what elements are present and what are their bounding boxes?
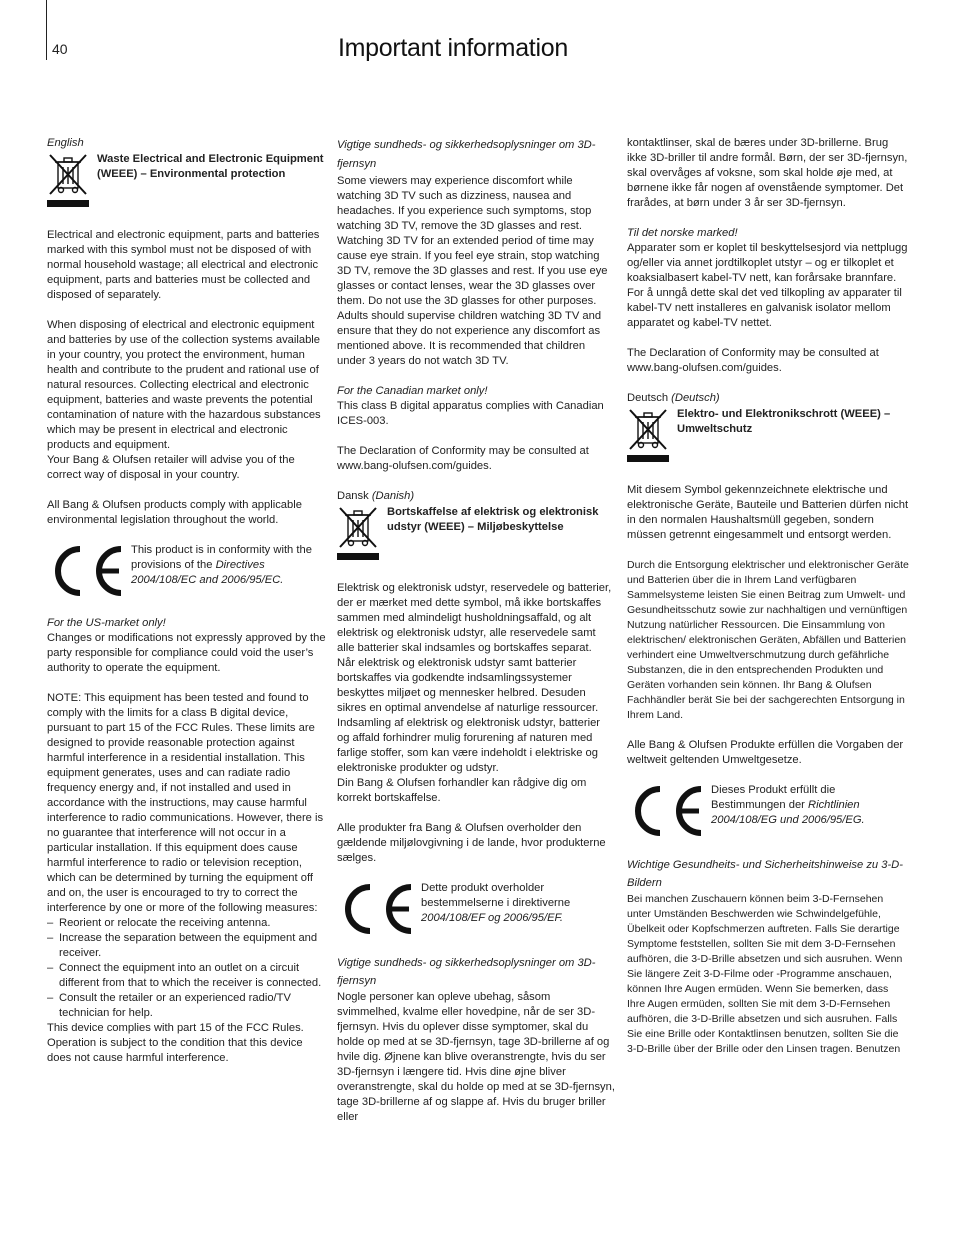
section-heading: Vigtige sundheds- og sikkerhedsoplysninger om 3D-fjernsyn [337,139,596,170]
lang-heading: Dansk (Danish) [337,490,415,502]
weee-bin-icon [627,407,677,462]
paragraph: This class B digital apparatus complies with Canadian ICES-003. [337,400,604,427]
paragraph: This device complies with part 15 of the FCC Rules. Operation is subject to the condition that this device does not cause harmful interference. [47,1022,304,1064]
ce-block [337,881,615,942]
paragraph: Nogle personer kan opleve ubehag, såsom svimmelhed, kvalme eller hovedpine, når de ser 3D-fjernsyn. Hvis du oplever disse symptomer, skal du holde op med at se 3D-fjernsyn, tage 3D-brillerne af og hvile dig. Øjnene kan blive overanstrengte, hvis du ser 3D-fjernsyn i længere tid. Hvis dine øjne bliver overanstrengte, skal du holde op med at se 3D-fjernsyn, tage 3D-brillerne af og slappe af. Hvis du bruger briller eller [337,991,615,1123]
paragraph: NOTE: This equipment has been tested and found to comply with the limits for a class B digital device, pursuant to part 15 of the FCC Rules. These limits are designed to provide reasonable protection against harmful interference in a residential installation. This equipment generates, uses and can radiate radio frequency energy and, if not installed and used in accordance with the instructions, may cause harmful interference to radio communications. However, there is no guarantee that interference will not occur in a particular installation. If this equipment does cause harmful interference to radio or television reception, which can be determined by turning the equipment off and on, the user is encouraged to try to correct the interference by one or more of the following measures: [47,692,324,914]
weee-bar [627,455,669,462]
list-item: – Connect the equipment into an outlet on a circuit different from that to which the receiver is connected. [47,961,327,991]
weee-block [337,505,615,560]
section-heading: Til det norske marked! [627,227,738,239]
paragraph: Apparater som er koplet til beskyttelsesjord via nettplugg og/eller via annet jordtilkoplet utstyr – og er tilkoplet et koaksialbasert kabel-TV nett, kan forårsake brannfare. For å unngå dette skal det ved tilkopling av apparater til kabel-TV nett installeres en galvanisk isolator mellom apparatet og kabel-TV nettet. [627,242,908,329]
paragraph: Durch die Entsorgung elektrischer und elektronischer Geräte und Batterien über die in Ihrem Land verfügbaren Sammelsysteme leisten Sie einen Beitrag zum Umwelt- und Gesundheitsschutz sowie zur nachhaltigen und vernünftigen Nutzung natürlicher Ressourcen. Die Einsammlung von elektrischen/ elektronischen Geräten, Abfällen und Batterien verhindert eine Umweltverschmutzung durch gefährliche Substanzen, die in den entsprechenden Produkten und Geräten vorhanden sein können. Ihr Bang & Olufsen Fachhändler berät Sie bei der sachgerechten Entsorgung in Ihrem Land. [627,559,909,721]
paragraph: kontaktlinser, skal de bæres under 3D-brillerne. Brug ikke 3D-briller til andre formål. Børn, der ser 3D-fjernsyn, skal overvåges af voksne, som skal holde øje med, at børnene ikke får nogen af ovenstående symptomer. Det frarådes, at børn under 3 år ser 3D-fjernsyn. [627,137,908,209]
weee-title: Elektro- und Elektronikschrott (WEEE) – Umweltschutz [677,408,891,435]
paragraph: Bei manchen Zuschauern können beim 3-D-Fernsehen unter Umständen Beschwerden wie Schwindelgefühle, Übelkeit oder Kopfschmerzen auftreten. Falls Sie derartige Symptome feststellen, sollten Sie mit dem 3-D-Fernsehen aufhören, die 3-D-Brille absetzen und sich ausruhen. Wenn Sie längere Zeit 3-D-Filme oder -Programme anschauen, können Ihre Augen ermüden. Wenn Sie bemerken, dass Ihre Augen ermüden, sollten Sie mit dem 3-D-Fernsehen aufhören, die 3-D-Brille absetzen und sich ausruhen. Falls Sie eine Brille oder Kontaktlinsen benutzen, sollten Sie die 3-D-Brille über der Brille oder den Linsen tragen. Benutzen [627,893,903,1055]
page-title: Important information [338,34,568,62]
weee-title: Waste Electrical and Electronic Equipment (WEEE) – Environmental protection [97,153,324,180]
list-item: – Reorient or relocate the receiving antenna. [47,916,327,931]
section-heading: For the Canadian market only! [337,385,488,397]
paragraph: Your Bang & Olufsen retailer will advise you of the correct way of disposal in your country. [47,454,295,481]
weee-bin-icon [337,505,387,560]
ce-mark-icon [337,881,421,942]
weee-block [627,407,909,462]
paragraph: The Declaration of Conformity may be consulted at www.bang-olufsen.com/guides. [627,347,879,374]
ce-block [627,783,909,844]
ce-block [47,543,327,604]
margin-rule [46,0,47,60]
column-1 [47,136,327,1066]
paragraph: Når elektrisk og elektronisk udstyr samt batterier bortskaffes via godkendte indsamlingssystemer beskyttes miljøet og mennesker helbred. Desuden sikres en optimal anvendelse af naturlige ressourcer. Indsamling af elektrisk og elektronisk udstyr, batterier og affald forhindrer mulig forurening af naturen med farlige stoffer, som kan være indeholdt i elektriske og elektroniske produkter og udstyr. [337,657,601,774]
paragraph: All Bang & Olufsen products comply with applicable environmental legislation throughout the world. [47,499,302,526]
lang-heading: English [47,137,84,149]
paragraph: Changes or modifications not expressly approved by the party responsible for compliance could void the user’s authority to operate the equipment. [47,632,326,674]
paragraph: Alle produkter fra Bang & Olufsen overholder den gældende miljølovgivning i de lande, hvor produkterne sælges. [337,822,606,864]
list-item: – Increase the separation between the equipment and receiver. [47,931,327,961]
column-2 [337,136,615,1125]
weee-bar [337,553,379,560]
paragraph: Elektrisk og elektronisk udstyr, reservedele og batterier, der er mærket med dette symbol, må ikke bortskaffes sammen med almindeligt husholdningsaffald, og alt elektrisk og elektronisk udstyr, alle reservedele samt alle batterier skal indsamles og bortskaffes separat. [337,582,612,654]
paragraph: The Declaration of Conformity may be consulted at www.bang-olufsen.com/guides. [337,445,589,472]
ce-text: Dette produkt overholder bestemmelserne i direktiverne 2004/108/EF og 2006/95/EF. [421,882,571,924]
ce-text: This product is in conformity with the provisions of the Directives 2004/108/EC and 2006/95/EC. [131,544,312,586]
ce-mark-icon [627,783,711,844]
paragraph: Alle Bang & Olufsen Produkte erfüllen die Vorgaben der weltweit geltenden Umweltgesetze. [627,739,904,766]
section-heading: Vigtige sundheds- og sikkerhedsoplysninger om 3D-fjernsyn [337,957,596,987]
list-item: – Consult the retailer or an experienced radio/TV technician for help. [47,991,327,1021]
ce-text: Dieses Produkt erfüllt die Bestimmungen der Richtlinien 2004/108/EG und 2006/95/EG. [711,784,865,826]
column-3 [627,136,909,1057]
paragraph: When disposing of electrical and electronic equipment and batteries by use of the collection systems available in your country, you protect the environment, human health and contribute to the prudent and rational use of natural resources. Collecting electrical and electronic equipment, batteries and waste prevents the potential contamination of nature with the hazardous substances which may be present in electrical and electronic products and equipment. [47,319,321,451]
paragraph: Electrical and electronic equipment, parts and batteries marked with this symbol must not be disposed of with normal household wastage; all electrical and electronic equipment, parts and batteries must be collected and disposed of separately. [47,229,320,301]
section-heading: For the US-market only! [47,617,166,629]
weee-title: Bortskaffelse af elektrisk og elektronisk udstyr (WEEE) – Miljøbeskyttelse [387,506,599,533]
lang-heading: Deutsch (Deutsch) [627,392,720,404]
paragraph: Some viewers may experience discomfort while watching 3D TV such as dizziness, nausea and headaches. If you experience such symptoms, stop watching 3D TV, remove the 3D glasses and rest. Watching 3D TV for an extended period of time may cause eye strain. If you feel eye strain, stop watching 3D TV, remove the 3D glasses and rest. If you use eye glasses or contact lenses, wear the 3D glasses over them. Do not use the 3D glasses for other purposes. Adults should supervise children watching 3D TV and ensure that they do not experience any discomfort as mentioned above. It is recommended that children under 3 years do not watch 3D TV. [337,175,608,367]
weee-bar [47,200,89,207]
ce-mark-icon [47,543,131,604]
weee-block [47,152,327,207]
section-heading: Wichtige Gesundheits- und Sicherheitshinweise zu 3-D-Bildern [627,859,903,889]
page-number: 40 [52,41,68,57]
paragraph: Mit diesem Symbol gekennzeichnete elektrische und elektronische Geräte, Bauteile und Batterien dürfen nicht in den normalen Haushaltsmüll gegeben, sondern müssen getrennt eingesammelt und entsorgt werden. [627,484,909,541]
weee-bin-icon [47,152,97,207]
measures-list [47,916,327,1021]
paragraph: Din Bang & Olufsen forhandler kan rådgive dig om korrekt bortskaffelse. [337,777,587,804]
